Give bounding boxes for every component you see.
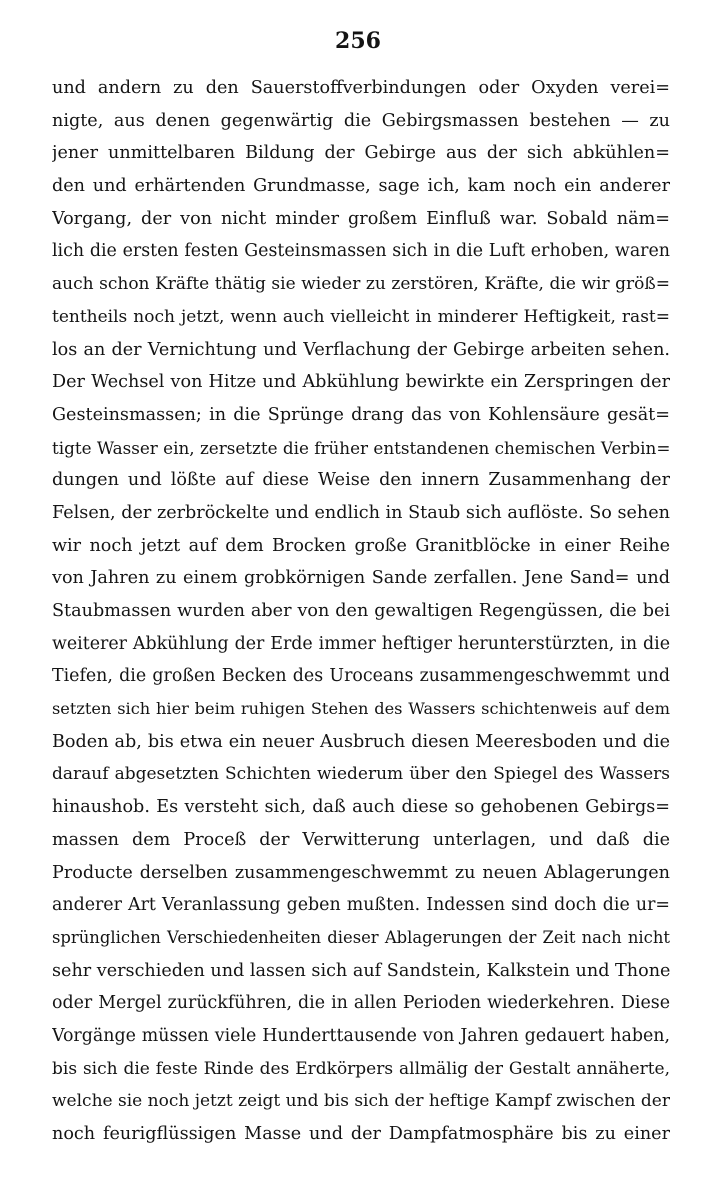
text-line: den und erhärtenden Grundmasse, sage ich, kam noch ein anderer bbox=[52, 176, 670, 197]
text-line: Felsen, der zerbröckelte und endlich in Staub sich auflöste. So sehen bbox=[52, 502, 670, 523]
text-line: Staubmassen wurden aber von den gewaltigen Regengüssen, die bei bbox=[52, 601, 670, 621]
text-line: von Jahren zu einem grobkörnigen Sande zerfallen. Jene Sand= und bbox=[52, 568, 670, 589]
text-line: Der Wechsel von Hitze und Abkühlung bewirkte ein Zerspringen der bbox=[52, 372, 670, 393]
text-line: Tiefen, die großen Becken des Uroceans zusammengeschwemmt und bbox=[52, 666, 670, 687]
text-line: welche sie noch jetzt zeigt und bis sich der heftige Kampf zwischen der bbox=[52, 1091, 670, 1112]
text-line: nigte, aus denen gegenwärtig die Gebirgsmassen bestehen — zu bbox=[52, 110, 670, 131]
text-line: sprünglichen Verschiedenheiten dieser Ablagerungen der Zeit nach nicht bbox=[52, 927, 670, 947]
text-line: Gesteinsmassen; in die Sprünge drang das von Kohlensäure gesät= bbox=[52, 404, 670, 425]
text-line: anderer Art Veranlassung geben mußten. Indessen sind doch die ur= bbox=[52, 895, 670, 916]
page-number: 256 bbox=[335, 28, 381, 54]
text-line: hinaushob. Es versteht sich, daß auch diese so gehobenen Gebirgs= bbox=[52, 797, 670, 818]
body-text bbox=[52, 72, 670, 1151]
text-line: dungen und lößte auf diese Weise den innern Zusammenhang der bbox=[52, 470, 670, 491]
text-line: sehr verschieden und lassen sich auf Sandstein, Kalkstein und Thone bbox=[52, 960, 670, 981]
text-line: tigte Wasser ein, zersetzte die früher entstandenen chemischen Verbin= bbox=[52, 437, 670, 458]
text-line: noch feurigflüssigen Masse und der Dampfatmosphäre bis zu einer bbox=[52, 1124, 670, 1144]
text-line: tentheils noch jetzt, wenn auch vielleicht in minderer Heftigkeit, rast= bbox=[52, 306, 670, 327]
text-line: weiterer Abkühlung der Erde immer heftiger herunterstürzten, in die bbox=[52, 633, 670, 654]
text-line: Producte derselben zusammengeschwemmt zu neuen Ablagerungen bbox=[52, 862, 670, 883]
text-line: lich die ersten festen Gesteinsmassen sich in die Luft erhoben, waren bbox=[52, 241, 670, 262]
text-line: auch schon Kräfte thätig sie wieder zu zerstören, Kräfte, die wir größ= bbox=[52, 274, 670, 295]
text-line: setzten sich hier beim ruhigen Stehen des Wassers schichtenweis auf dem bbox=[52, 699, 670, 719]
text-line: darauf abgesetzten Schichten wiederum über den Spiegel des Wassers bbox=[52, 764, 670, 785]
text-line: Vorgang, der von nicht minder großem Einfluß war. Sobald näm= bbox=[52, 208, 670, 229]
text-line: Vorgänge müssen viele Hunderttausende von Jahren gedauert haben, bbox=[52, 1025, 670, 1046]
text-line: los an der Vernichtung und Verflachung der Gebirge arbeiten sehen. bbox=[52, 339, 670, 360]
text-line: wir noch jetzt auf dem Brocken große Granitblöcke in einer Reihe bbox=[52, 535, 670, 556]
text-line: Boden ab, bis etwa ein neuer Ausbruch diesen Meeresboden und die bbox=[52, 731, 670, 752]
text-line: bis sich die feste Rinde des Erdkörpers allmälig der Gestalt annäherte, bbox=[52, 1058, 670, 1079]
text-line: massen dem Proceß der Verwitterung unterlagen, und daß die bbox=[52, 829, 670, 850]
text-line: und andern zu den Sauerstoffverbindungen oder Oxyden verei= bbox=[52, 78, 670, 98]
text-line: jener unmittelbaren Bildung der Gebirge aus der sich abkühlen= bbox=[52, 143, 670, 164]
text-line: oder Mergel zurückführen, die in allen Perioden wiederkehren. Diese bbox=[52, 993, 670, 1014]
